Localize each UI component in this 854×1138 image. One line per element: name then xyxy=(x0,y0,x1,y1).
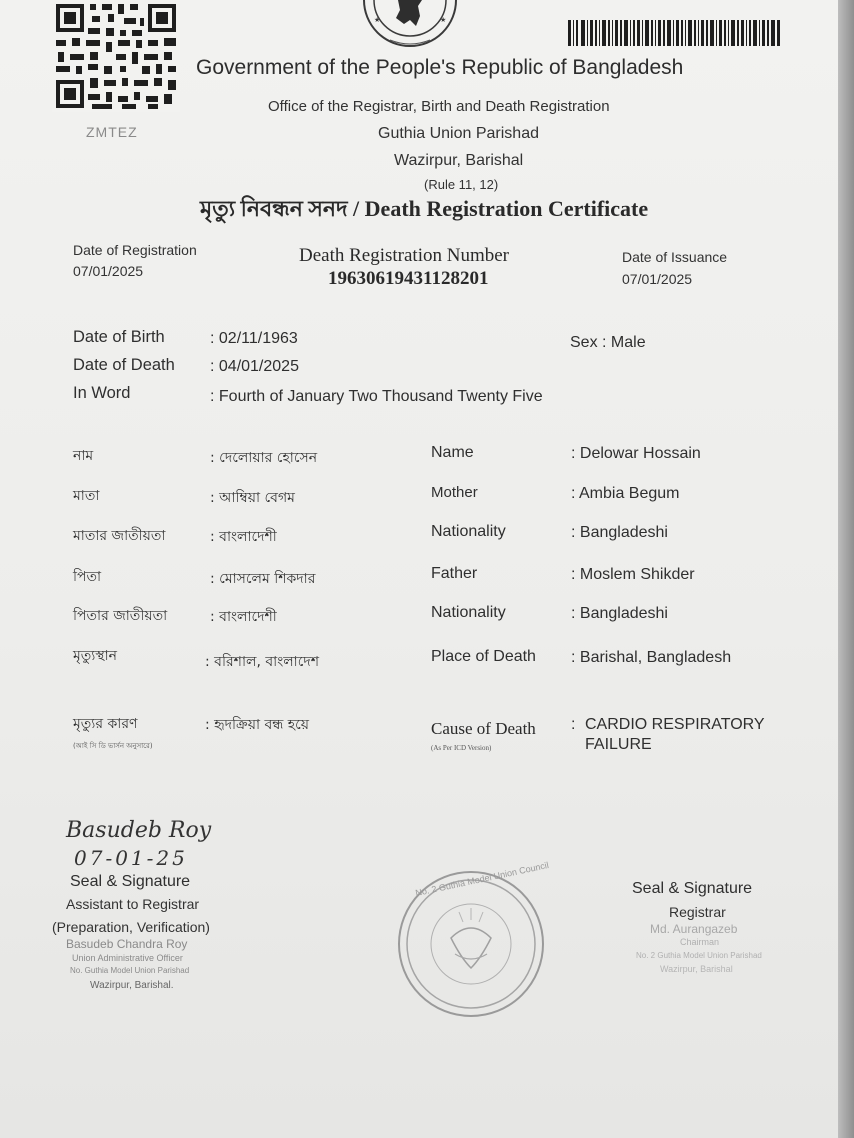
cause-en-note: (As Per ICD Version) xyxy=(431,744,492,752)
desk-edge xyxy=(838,0,854,1138)
cause-en-colon: : xyxy=(571,716,576,733)
date-of-registration-label: Date of Registration xyxy=(73,242,197,258)
cause-bn-label: মৃত্যুর কারণ xyxy=(73,716,138,732)
svg-text:★: ★ xyxy=(440,17,447,24)
registration-number-value: 19630619431128201 xyxy=(328,268,489,289)
father-nationality-bn-label: পিতার জাতীয়তা xyxy=(73,608,168,624)
mother-en-label: Mother xyxy=(431,484,478,501)
left-officer-name: Basudeb Chandra Roy xyxy=(66,937,188,951)
sex-value: Sex : Male xyxy=(570,334,646,351)
cause-en-value-line1: CARDIO RESPIRATORY xyxy=(585,716,765,733)
date-of-registration-value: 07/01/2025 xyxy=(73,263,144,279)
name-bn-label: নাম xyxy=(73,448,94,464)
place-of-death-bn-label: মৃত্যুস্থান xyxy=(73,648,118,664)
place-of-death-en-label: Place of Death xyxy=(431,648,536,665)
mother-nationality-en-label: Nationality xyxy=(431,523,506,540)
father-nationality-en-value: : Bangladeshi xyxy=(571,605,668,622)
left-officer-union: No. Guthia Model Union Parishad xyxy=(70,966,190,975)
cause-bn-value: : হৃদক্রিয়া বন্ধ হয়ে xyxy=(205,717,310,733)
right-officer-title: Chairman xyxy=(680,937,720,947)
certificate-title: মৃত্যু নিবন্ধন সনদ / Death Registration Certificate xyxy=(200,196,649,221)
left-officer-location: Wazirpur, Barishal. xyxy=(90,980,174,991)
place-of-death-en-value: : Barishal, Bangladesh xyxy=(571,649,732,666)
dob-value: : 02/11/1963 xyxy=(210,330,298,347)
dod-label: Date of Death xyxy=(73,356,175,374)
government-title: Government of the People's Republic of Bangladesh xyxy=(196,56,684,79)
date-of-issuance-value: 07/01/2025 xyxy=(622,271,693,287)
mother-bn-value: : আম্বিয়া বেগম xyxy=(210,490,295,506)
left-role: Assistant to Registrar xyxy=(66,896,200,912)
mother-nationality-en-value: : Bangladeshi xyxy=(571,524,668,541)
center-seal-text: No. 2 Guthia Model Union Council xyxy=(414,859,550,899)
cause-en-label: Cause of Death xyxy=(431,719,536,738)
office-title: Office of the Registrar, Birth and Death Registration xyxy=(268,98,610,115)
right-seal-signature-label: Seal & Signature xyxy=(632,880,753,897)
dob-label: Date of Birth xyxy=(73,328,165,346)
in-word-value: : Fourth of January Two Thousand Twenty Five xyxy=(210,388,543,405)
father-bn-value: : মোসলেম শিকদার xyxy=(210,571,316,587)
mother-en-value: : Ambia Begum xyxy=(571,485,680,502)
mother-nationality-bn-value: : বাংলাদেশী xyxy=(210,529,277,545)
name-en-label: Name xyxy=(431,444,474,461)
left-role-note: (Preparation, Verification) xyxy=(52,919,210,935)
handwritten-signature: Basudeb Roy xyxy=(66,818,212,843)
father-en-value: : Moslem Shikder xyxy=(571,566,695,583)
svg-text:★: ★ xyxy=(374,17,381,24)
cause-bn-note: (আই সি ডি ভার্সন অনুসারে) xyxy=(73,742,153,750)
handwritten-date: 07-01-25 xyxy=(74,846,188,870)
right-officer-name: Md. Aurangazeb xyxy=(650,922,738,936)
name-en-value: : Delowar Hossain xyxy=(571,445,701,462)
barcode-icon xyxy=(568,20,780,46)
right-officer-location: Wazirpur, Barishal xyxy=(660,964,733,974)
qr-code-text: ZMTEZ xyxy=(86,124,138,140)
name-bn-value: : দেলোয়ার হোসেন xyxy=(210,450,318,466)
dod-value: : 04/01/2025 xyxy=(210,358,299,375)
union-name: Guthia Union Parishad xyxy=(378,125,539,142)
rule-reference: (Rule 11, 12) xyxy=(424,177,499,192)
left-seal-signature-label: Seal & Signature xyxy=(70,873,191,890)
mother-bn-label: মাতা xyxy=(73,488,100,504)
qr-code-icon xyxy=(52,0,180,112)
place-of-death-bn-value: : বরিশাল, বাংলাদেশ xyxy=(205,654,319,670)
date-of-issuance-label: Date of Issuance xyxy=(622,249,728,265)
father-nationality-en-label: Nationality xyxy=(431,604,506,621)
right-role: Registrar xyxy=(669,904,726,920)
government-emblem-icon xyxy=(360,0,460,54)
father-bn-label: পিতা xyxy=(73,569,102,585)
father-nationality-bn-value: : বাংলাদেশী xyxy=(210,609,277,625)
left-officer-title: Union Administrative Officer xyxy=(72,953,183,963)
cause-en-value-line2: FAILURE xyxy=(585,736,652,753)
in-word-label: In Word xyxy=(73,384,131,402)
right-officer-union: No. 2 Guthia Model Union Parishad xyxy=(636,951,762,960)
mother-nationality-bn-label: মাতার জাতীয়তা xyxy=(73,528,166,544)
father-en-label: Father xyxy=(431,565,478,582)
location-name: Wazirpur, Barishal xyxy=(394,152,524,169)
registration-number-label: Death Registration Number xyxy=(299,245,510,266)
